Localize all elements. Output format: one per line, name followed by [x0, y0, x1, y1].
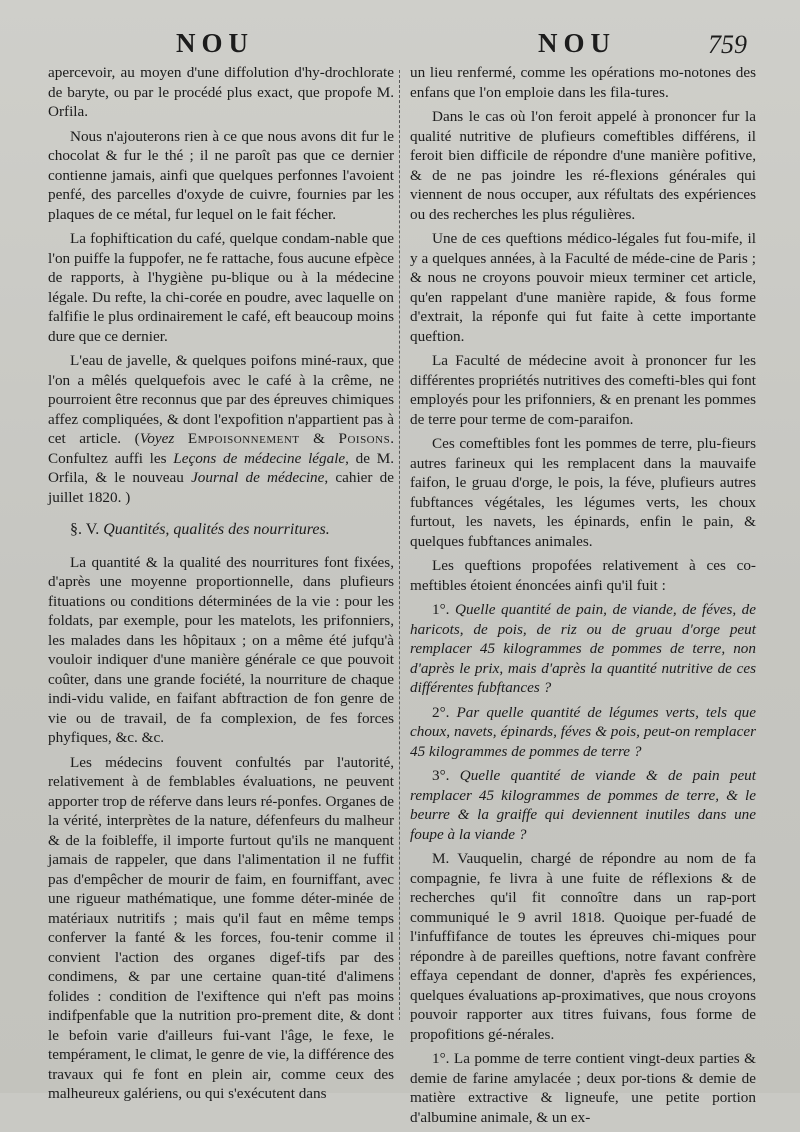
paragraph — [48, 351, 394, 507]
right-column — [410, 63, 756, 1132]
question-text: Quelle quantité de viande & de pain peut remplacer 45 kilogrammes de pommes de terre, & le beurre & la graiffe qui deviennent inutiles dans une foupe à la viande ? — [410, 767, 756, 843]
section-title: Quantités, qualités des nourritures. — [103, 521, 330, 538]
paragraph: apercevoir, au moyen d'une diffolution d'hy-drochlorate de baryte, ou par le procédé plus exact, que propofe M. Orfila. — [48, 64, 394, 120]
left-running-head: NOU — [176, 28, 254, 58]
question-1 — [410, 600, 756, 698]
book-title: Leçons de médecine légale — [173, 449, 346, 467]
paragraph: Une de ces queftions médico-légales fut fou-mife, il y a quelques années, à la Faculté de méde-cine de Paris ; & nous ne croyons pouvoir mieux terminer cet article, qu'en rappelant d'une manière rapide, & fous forme d'extrait, la réponfe qui fut faite à cette importante queftion. — [410, 230, 756, 345]
text-run: , de M. Orfila, & le nouveau — [48, 449, 395, 486]
column-divider — [399, 70, 400, 1020]
page-header — [0, 28, 800, 62]
journal-title: Journal de médecine — [191, 469, 325, 486]
paragraph: Dans le cas où l'on feroit appelé à prononcer fur la qualité nutritive de plufieurs comeftibles différens, il feroit bien difficile de répondre d'une manière pofitive, & de ne pas joindre les ré-flexions générales qui viennent de nous occuper, aux réfultats des expériences ou des recherches les plus régulières. — [410, 108, 756, 223]
question-number: 1°. — [432, 601, 455, 618]
paragraph: un lieu renfermé, comme les opérations mo-notones des enfans que l'on emploie dans les fila-tures. — [410, 64, 756, 101]
text-run: L'eau de javelle, & quelques poifons miné-raux, que l'on a mêlés quelquefois avec le café à la crême, ne pourroient être reconnus que par des épreuves chimiques affez compliquées, & dont l'expofition n'appartient pas à cet article. ( — [48, 352, 394, 447]
section-label: §. V. — [70, 521, 104, 538]
question-number: 2°. — [432, 703, 457, 721]
paragraph: Les médecins fouvent confultés par l'autorité, relativement à de femblables évaluations, ne peuvent apporter trop de réferve dans leurs ré-ponfes. Organes de la vérité, interprètes de la nature, défenfeurs du malheur & de la foibleffe, il importe furtout qu'ils ne manquent jamais de rappeler, que dans l'alimentation il ne fuffit pas d'empêcher de mourir de faim, en fourniffant, avec une rigueur mathématique, une fomme déter-minée de matériaux nutritifs ; mais qu'il faut en même temps conferver la fanté & les forces, fou-tenir comme il convient l'action des organes digef-tifs par des condimens, & par une certaine quan-tité d'alimens folides : condition de l'exiftence qui n'eft pas moins indifpenfable que la nutrition pro-prement dite, & dont le befoin varie d'ailleurs fui-vant l'âge, le fexe, le tempérament, le climat, le genre de vie, la différence des travaux qui fe font en plein air, comme ceux des malheureux galériens, ou qui s'exécutent dans — [48, 753, 394, 1102]
text-run: & — [299, 430, 339, 447]
left-column — [48, 63, 394, 1109]
paragraph: La fophiftication du café, quelque condam-nable que l'on puiffe la fuppofer, ne fe rattache, fous aucune efpèce de rapports, à l'hygiène pu-blique ou à la médecine légale. Du refte, la chi-corée en poudre, avec laquelle on falfifie le plus ordinairement le café, eft beaucoup moins dure que ce dernier. — [48, 230, 394, 345]
section-heading — [48, 520, 394, 540]
paragraph: Nous n'ajouterons rien à ce que nous avons dit fur le chocolat & fur le thé ; il ne paroît pas que ce dernier contienne jamais, ainfi que quelques perfonnes l'avoient penfé, des parcelles d'oxyde de cuivre, fournies par les plaques de ce métal, fur lequel on le fait fécher. — [48, 127, 394, 223]
text-run: . Confultez auffi les — [48, 430, 394, 467]
paragraph: La Faculté de médecine avoit à prononcer fur les différentes propriétés nutritives des comefti-bles qui font employés pour les prifonniers, & en prenant les pommes de terre pour terme de com-paraifon. — [410, 352, 756, 428]
question-text: Quelle quantité de pain, de viande, de féves, de haricots, de pois, de riz ou de gruau d'orge peut remplacer 45 kilogrammes de pommes de terre, non d'après le prix, mais d'après la quantité nutritive de ces différentes fubftances ? — [410, 601, 757, 696]
paragraph: M. Vauquelin, chargé de répondre au nom de fa compagnie, fe livra à une fuite de réflexions & de recherches qu'il fit connoître dans un rap-port communiqué le 9 avril 1818. Quoique per-fuadé de l'infuffifance de toutes les épreuves chi-miques pour répondre à de pareilles queftions, notre favant confrère effaya cependant de donner, d'après fes expériences, quelques évaluations ap-proximatives, que nous croyons pouvoir rapporter aux titres fuivans, fous forme de propofitions gé-nérales. — [410, 850, 756, 1043]
question-3 — [410, 766, 756, 844]
question-2 — [410, 703, 756, 762]
paragraph: 1°. La pomme de terre contient vingt-deux parties & demie de farine amylacée ; deux por-tions & demie de matière extractive & ligneufe, une petite portion d'albumine animale, & un ex- — [410, 1050, 756, 1126]
italic-text: Voyez — [139, 430, 175, 447]
paragraph: Ces comeftibles font les pommes de terre, plu-fieurs autres farineux qui les remplacent dans la mauvaife faifon, le gruau d'orge, le pois, la féve, plufieurs autres fubftances végétales, les légumes verts, les choux furtout, les navets, les épinards, enfin le pain, & quelques fubftances animales. — [410, 435, 756, 550]
paragraph: La quantité & la qualité des nourritures font fixées, d'après une moyenne proportionnelle, dans plufieurs fituations ou conditions déterminées de la vie : pour les foldats, par exemple, pour les matelots, les prifonniers, les malades dans les hôpitaux ; on a même été jufqu'à vouloir indiquer d'une manière générale ce que pouvoit coûter, dans une grande fociété, la nourriture de chaque indi-vidu valide, en faifant abftraction de fon genre de vie ou de travail, de fa complexion, de fes forces phyfiques, &c. &c. — [48, 553, 394, 746]
question-text: Par quelle quantité de légumes verts, tels que choux, navets, épinards, féves & pois, peut-on remplacer 45 kilogrammes de pommes de terre ? — [410, 703, 757, 760]
right-running-head: NOU — [538, 28, 616, 58]
cross-reference: Empoisonnement — [187, 430, 300, 447]
page-number: 759 — [708, 30, 747, 59]
cross-reference: Poisons — [338, 430, 391, 447]
question-number: 3°. — [432, 767, 460, 784]
text-run: , cahier de juillet 1820. ) — [48, 469, 394, 506]
paragraph: Les queftions propofées relativement à ces co-meftibles étoient énoncées ainfi qu'il fuit : — [410, 557, 756, 594]
